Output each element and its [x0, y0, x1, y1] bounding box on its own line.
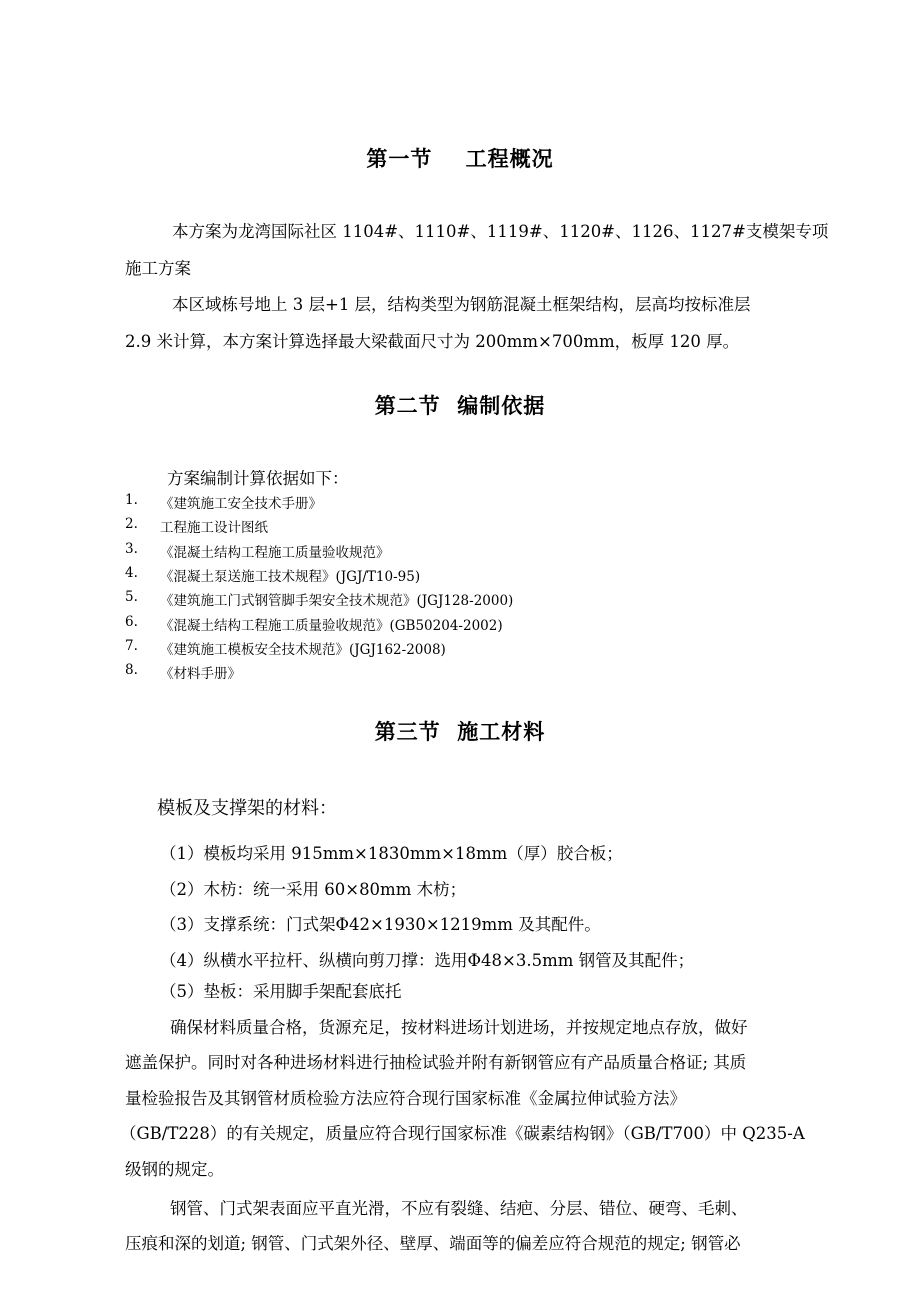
list-item-number: 3.	[125, 541, 138, 557]
section-3-para-1-line: 级钢的规定。	[125, 1160, 224, 1179]
section-3-title: 第三节 施工材料	[374, 720, 546, 744]
section-1-title: 第一节 工程概况	[366, 147, 554, 171]
list-item-text: 《建筑施工门式钢管脚手架安全技术规范》(JGJ128-2000)	[160, 593, 514, 609]
section-3-para-2-line: 压痕和深的划道; 钢管、门式架外径、壁厚、端面等的偏差应符合规范的规定; 钢管必	[125, 1234, 741, 1253]
list-item-text: 工程施工设计图纸	[160, 520, 268, 536]
list-item-number: 2.	[125, 516, 138, 532]
section-1-para-1-line-1: 本方案为龙湾国际社区 1104#、1110#、1119#、1120#、1126、1127#支模架专项	[172, 222, 829, 241]
list-item-text: 《建筑施工模板安全技术规范》(JGJ162-2008)	[160, 642, 446, 658]
material-item: （5）垫板：采用脚手架配套底托	[160, 982, 402, 1001]
list-item-text: 《混凝土结构工程施工质量验收规范》(GB50204-2002)	[160, 618, 503, 634]
material-item: （3）支撑系统：门式架Φ42×1930×1219mm 及其配件。	[160, 915, 601, 934]
list-item-text: 《材料手册》	[160, 666, 241, 682]
section-3-para-2-line: 钢管、门式架表面应平直光滑，不应有裂缝、结疤、分层、错位、硬弯、毛刺、	[170, 1199, 748, 1218]
list-item-number: 6.	[125, 614, 138, 630]
list-item-number: 5.	[125, 589, 138, 605]
material-item: （4）纵横水平拉杆、纵横向剪刀撑：选用Φ48×3.5mm 钢管及其配件；	[160, 951, 695, 970]
section-3-para-1-line: （GB/T228）的有关规定，质量应符合现行国家标准《碳素结构钢》（GB/T700）中 Q235-A	[120, 1124, 805, 1143]
list-item-text: 《建筑施工安全技术手册》	[160, 496, 322, 512]
section-3-para-1-line: 量检验报告及其钢管材质检验方法应符合现行国家标准《金属拉伸试验方法》	[125, 1089, 686, 1108]
section-2-title: 第二节 编制依据	[374, 394, 546, 418]
section-3-subtitle: 模板及支撑架的材料：	[157, 798, 337, 819]
material-item: （2）木枋：统一采用 60×80mm 木枋；	[160, 880, 467, 899]
material-item: （1）模板均采用 915mm×1830mm×18mm（厚）胶合板；	[160, 844, 623, 863]
list-item-number: 7.	[125, 638, 138, 654]
list-item-text: 《混凝土结构工程施工质量验收规范》	[160, 545, 390, 561]
section-1-para-1-line-2: 施工方案	[125, 259, 191, 278]
section-1-para-2-line-2: 2.9 米计算，本方案计算选择最大梁截面尺寸为 200mm×700mm，板厚 120 厚。	[125, 332, 740, 351]
section-2-intro: 方案编制计算依据如下：	[167, 469, 349, 488]
list-item-number: 1.	[125, 492, 138, 508]
list-item-text: 《混凝土泵送施工技术规程》(JGJ/T10-95)	[160, 569, 421, 585]
list-item-number: 4.	[125, 565, 138, 581]
list-item-number: 8.	[125, 662, 138, 678]
section-1-para-2-line-1: 本区域栋号地上 3 层+1 层，结构类型为钢筋混凝土框架结构，层高均按标准层	[172, 295, 751, 314]
section-3-para-1-line: 确保材料质量合格，货源充足，按材料进场计划进场，并按规定地点存放，做好	[170, 1018, 748, 1037]
section-3-para-1-line: 遮盖保护。同时对各种进场材料进行抽检试验并附有新钢管应有产品质量合格证; 其质	[125, 1053, 747, 1072]
